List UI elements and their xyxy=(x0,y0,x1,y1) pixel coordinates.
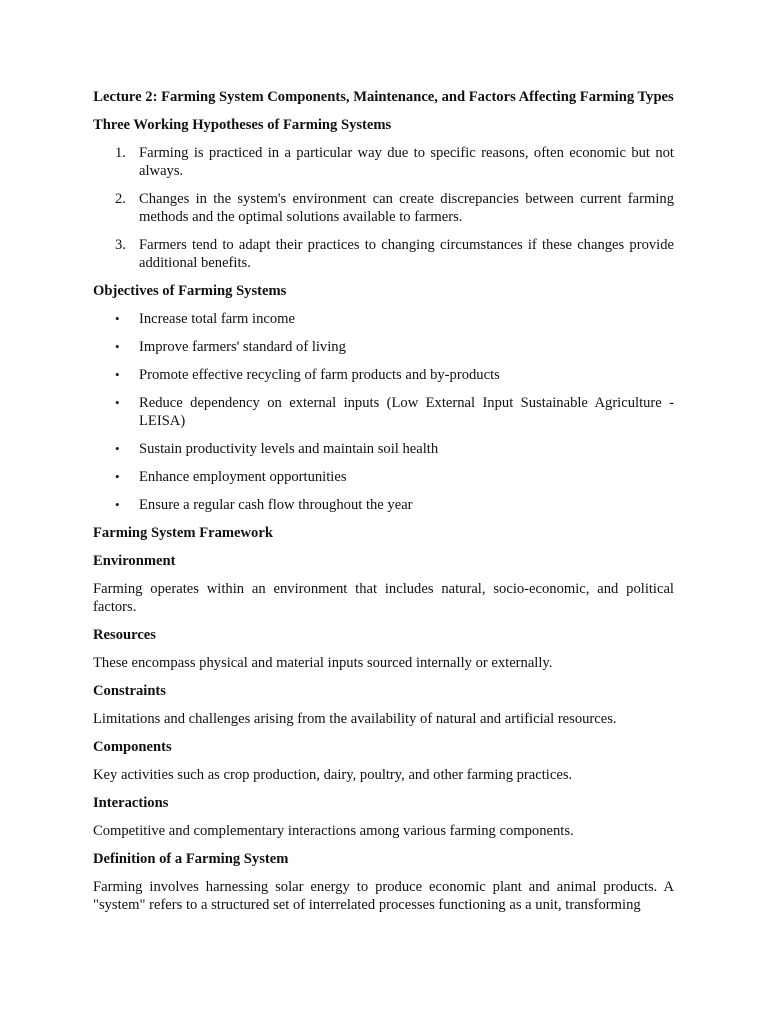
objectives-list xyxy=(93,310,674,514)
resources-text: These encompass physical and material inputs sourced internally or externally. xyxy=(93,655,553,671)
objective-item xyxy=(93,310,674,328)
objective-item xyxy=(93,496,674,514)
objective-item xyxy=(93,394,674,430)
objective-text: Improve farmers' standard of living xyxy=(139,339,346,355)
bullet-icon: • xyxy=(115,339,120,354)
constraints-text: Limitations and challenges arising from the availability of natural and artificial resources. xyxy=(93,711,617,727)
bullet-icon: • xyxy=(115,367,120,382)
hypotheses-list xyxy=(93,144,674,272)
objectives-heading: Objectives of Farming Systems xyxy=(93,283,287,299)
bullet-icon: • xyxy=(115,497,120,512)
hypothesis-item xyxy=(93,236,674,272)
bullet-icon: • xyxy=(115,441,120,456)
environment-text: Farming operates within an environment that includes natural, socio-economic, and political factors. xyxy=(93,581,674,615)
bullet-icon: • xyxy=(115,311,120,326)
document-title: Lecture 2: Farming System Components, Maintenance, and Factors Affecting Farming Types xyxy=(93,89,674,105)
hypothesis-text: Changes in the system's environment can create discrepancies between current farming methods and the optimal solutions available to farmers. xyxy=(139,191,674,225)
definition-heading: Definition of a Farming System xyxy=(93,851,289,867)
hypothesis-text: Farming is practiced in a particular way due to specific reasons, often economic but not always. xyxy=(139,145,674,179)
objective-text: Ensure a regular cash flow throughout the year xyxy=(139,497,413,513)
objective-text: Reduce dependency on external inputs (Low External Input Sustainable Agriculture - LEISA) xyxy=(139,395,674,429)
objective-text: Promote effective recycling of farm products and by-products xyxy=(139,367,500,383)
hypotheses-heading: Three Working Hypotheses of Farming Systems xyxy=(93,117,392,133)
framework-heading: Farming System Framework xyxy=(93,525,273,541)
objective-item xyxy=(93,468,674,486)
bullet-icon: • xyxy=(115,395,120,410)
interactions-text: Competitive and complementary interactions among various farming components. xyxy=(93,823,574,839)
objective-item xyxy=(93,440,674,458)
objective-item xyxy=(93,338,674,356)
list-number: 2. xyxy=(115,191,126,207)
objective-text: Sustain productivity levels and maintain soil health xyxy=(139,441,439,457)
objective-text: Enhance employment opportunities xyxy=(139,469,347,485)
hypothesis-item xyxy=(93,190,674,226)
list-number: 3. xyxy=(115,237,126,253)
document-page xyxy=(93,88,674,924)
environment-heading: Environment xyxy=(93,553,176,569)
hypothesis-item xyxy=(93,144,674,180)
interactions-heading: Interactions xyxy=(93,795,169,811)
hypothesis-text: Farmers tend to adapt their practices to changing circumstances if these changes provide additional benefits. xyxy=(139,237,674,271)
objective-item xyxy=(93,366,674,384)
resources-heading: Resources xyxy=(93,627,156,643)
list-number: 1. xyxy=(115,145,126,161)
constraints-heading: Constraints xyxy=(93,683,166,699)
definition-text: Farming involves harnessing solar energy to produce economic plant and animal products. A "system" refers to a structured set of interrelated processes functioning as a unit, transforming xyxy=(93,879,674,913)
components-text: Key activities such as crop production, dairy, poultry, and other farming practices. xyxy=(93,767,573,783)
components-heading: Components xyxy=(93,739,172,755)
objective-text: Increase total farm income xyxy=(139,311,295,327)
bullet-icon: • xyxy=(115,469,120,484)
